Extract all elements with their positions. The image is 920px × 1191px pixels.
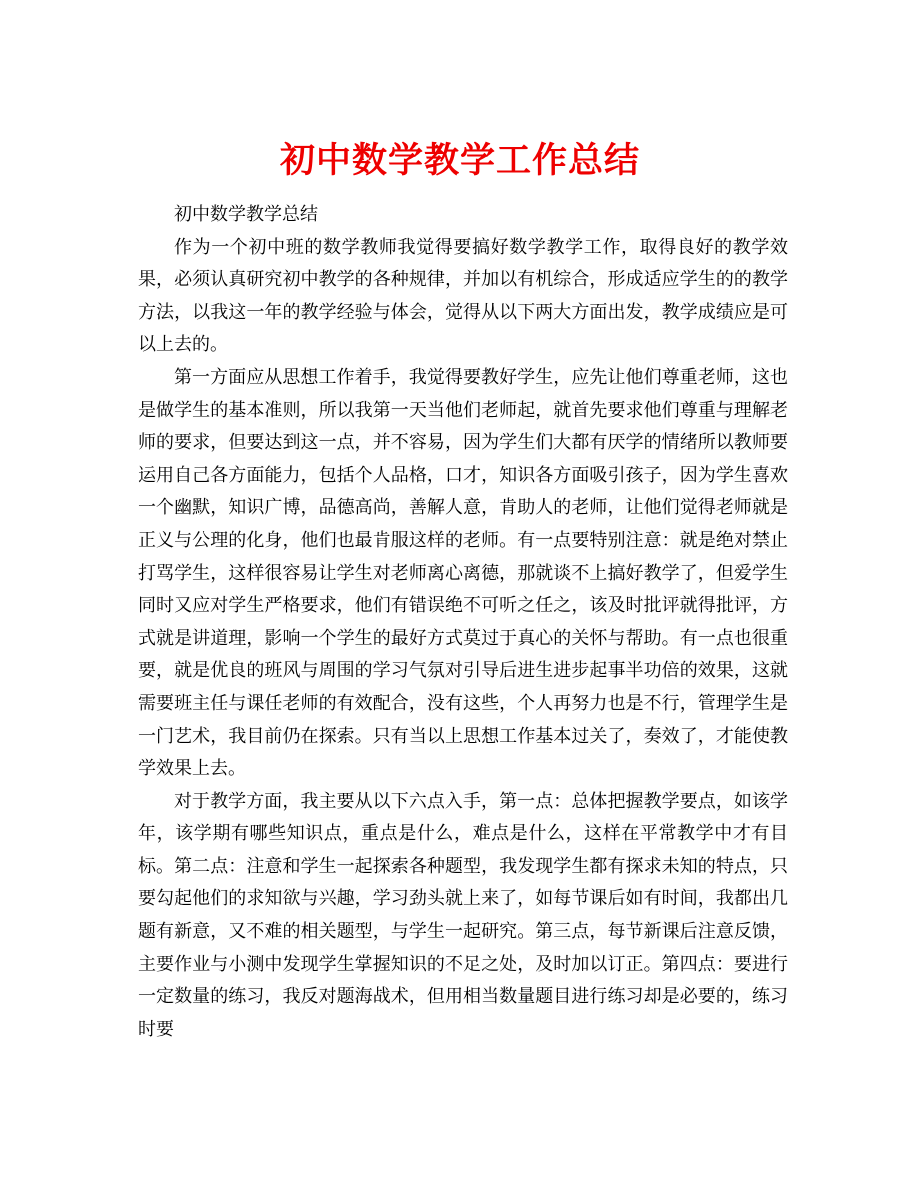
document-title: 初中数学教学工作总结	[279, 140, 640, 182]
paragraph-teaching: 对于教学方面，我主要从以下六点入手，第一点：总体把握教学要点，如该学年，该学期有哪些知识点，重点是什么，难点是什么，这样在平常教学中才有目标。第二点：注意和学生一起探索各种题型，我发现学生都有探求未知的特点，只要勾起他们的求知欲与兴趣，学习劲头就上来了，如每节课后如有时间，我都出几题有新意，又不难的相关题型，与学生一起研究。第三点，每节新课后注意反馈，主要作业与小测中发现学生掌握知识的不足之处，及时加以订正。第四点：要进行一定数量的练习，我反对题海战术，但用相当数量题目进行练习却是必要的，练习时要	[138, 790, 788, 1040]
paragraph-ideology: 第一方面应从思想工作着手，我觉得要教好学生，应先让他们尊重老师，这也是做学生的基本准则，所以我第一天当他们老师起，就首先要求他们尊重与理解老师的要求，但要达到这一点，并不容易，因为学生们大都有厌学的情绪所以教师要运用自己各方面能力，包括个人品格，口才，知识各方面吸引孩子，因为学生喜欢一个幽默，知识广博，品德高尚，善解人意，肯助人的老师，让他们觉得老师就是正义与公理的化身，他们也最肯服这样的老师。有一点要特别注意：就是绝对禁止打骂学生，这样很容易让学生对老师离心离德，那就谈不上搞好教学了，但爱学生同时又应对学生严格要求，他们有错误绝不可听之任之，该及时批评就得批评，方式就是讲道理，影响一个学生的最好方式莫过于真心的关怀与帮助。有一点也很重要，就是优良的班风与周围的学习气氛对引导后进生进步起事半功倍的效果，这就需要班主任与课任老师的有效配合，没有这些，个人再努力也是不行，管理学生是一门艺术，我目前仍在探索。只有当以上思想工作基本过关了，奏效了，才能使教学效果上去。	[138, 366, 788, 780]
document-body	[138, 199, 788, 1046]
paragraph-intro: 作为一个初中班的数学教师我觉得要搞好数学教学工作，取得良好的教学效果，必须认真研究初中教学的各种规律，并加以有机综合，形成适应学生的的教学方法，以我这一年的教学经验与体会，觉得从以下两大方面出发，教学成绩应是可以上去的。	[138, 236, 788, 356]
paragraph-heading: 初中数学教学总结	[174, 204, 318, 225]
